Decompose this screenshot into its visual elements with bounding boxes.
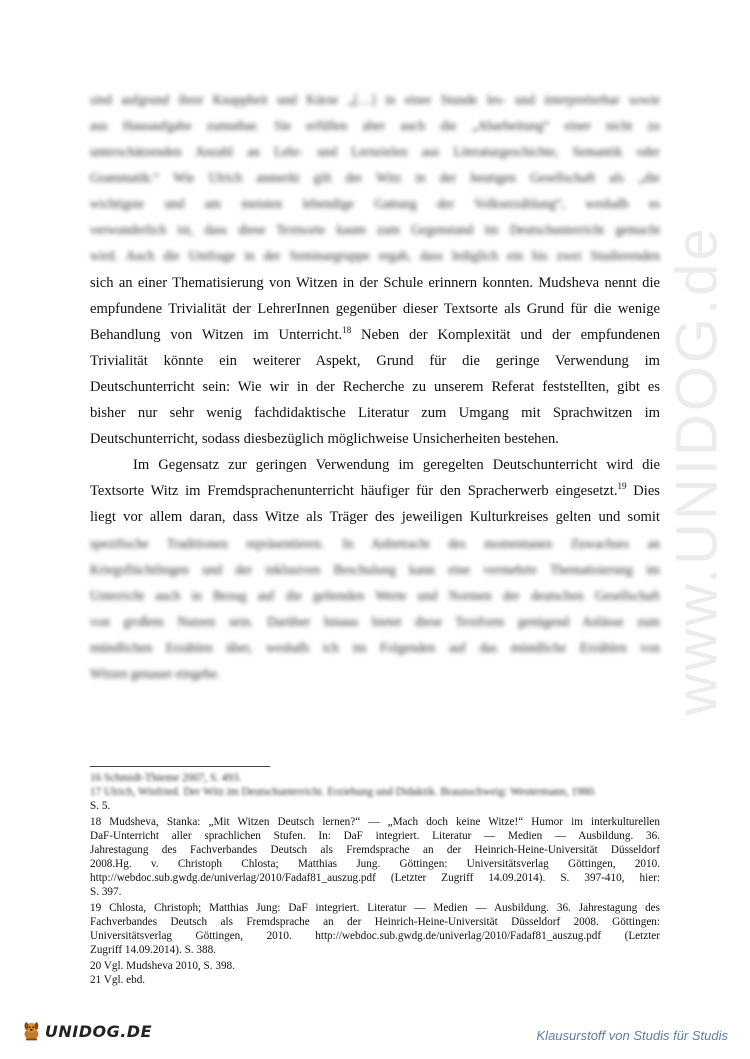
blurred-line: unterschätzenden Anzahl an Lehr- und Lernzielen aus Literaturgeschichte, Semantik oder (90, 144, 660, 159)
text-line: liegt vor allem daran, dass Witze als Träger des jeweiligen Kulturkreises gelten und somit (90, 509, 660, 525)
footnote-ref-18: 18 (342, 325, 352, 336)
dog-icon (22, 1014, 41, 1048)
text-line: Im Gegensatz zur geringen Verwendung im geregelten Deutschunterricht wird die (133, 457, 660, 473)
footnote-17: 17 Ulrich, Winfried. Der Witz im Deutschunterricht. Erziehung und Didaktik. Braunschweig: Westermann, 1980. (90, 786, 597, 798)
text-line: bisher nur sehr wenig fachdidaktische Literatur zum Umgang mit Sprachwitzen im (90, 405, 660, 421)
blurred-line: verwunderlich ist, dass diese Textsorte kaum zum Gegenstand im Deutschunterricht gemacht (90, 222, 660, 237)
blurred-line: mündlichen Erzählen über, weshalb ich im Folgenden auf das mündliche Erzählen von (90, 640, 660, 655)
footnote-16: 16 Schmidt-Thieme 2007, S. 493. (90, 772, 242, 784)
footnote-17-end: S. 5. (90, 800, 111, 812)
footnote-18-line: S. 397. (90, 886, 122, 898)
blurred-line: aus Hausaufgabe zumutbar. Sie erfüllen aber auch die „Abarbeitung“ einer nicht zu (90, 118, 660, 133)
text-line: Deutschunterricht, sodass diesbezüglich möglichweise Unsicherheiten bestehen. (90, 431, 559, 447)
blurred-line: Kriegsflüchtlingen und der inklusiven Beschulung kann eine vermehrte Thematisierung im (90, 562, 660, 577)
watermark-text: www.UNIDOG.de (664, 224, 730, 716)
text-span: Behandlung von Witzen im Unterricht. (90, 327, 343, 343)
footnote-19-line: Fachverbandes Deutsch als Fremdsprache an der Heinrich-Heine-Universität Düsseldorf 2008. Göttingen: (90, 916, 660, 928)
footnote-18-line: 18 Mudsheva, Stanka: „Mit Witzen Deutsch lernen?“ — „Mach doch keine Witze!“ Humor im interkulturellen (90, 816, 660, 828)
logo-text: UNIDOG.DE (44, 1021, 152, 1041)
footnote-18-line: http://webdoc.sub.gwdg.de/univerlag/2010/Fadaf81_auszug.pdf (Letzter Zugriff 14.09.2014). S. 397-410, hier: (90, 872, 660, 884)
text-line: Deutschunterricht sein: Wie wir in der Recherche zu unserem Referat feststellten, gibt es (90, 379, 660, 395)
blurred-line: Grammatik.“ Wie Ulrich anmerkt gilt der Witz in der heutigen Gesellschaft als „die (90, 170, 660, 185)
blurred-line: von großem Nutzen sein. Darüber hinaus bietet diese Textform genügend Anlässe zum (90, 614, 660, 629)
blurred-line: spezifische Traditionen repräsentieren. In Anbetracht des momentanen Zuwachses an (90, 536, 660, 551)
footnote-divider (90, 766, 270, 767)
blurred-line: Witzen genauer eingehe. (90, 666, 221, 681)
text-line: Trivialität könnte ein weiterer Aspekt, Grund für die geringe Verwendung im (90, 353, 660, 369)
text-span: Dies (626, 483, 660, 499)
footnote-21: 21 Vgl. ebd. (90, 974, 146, 986)
text-line: empfundene Trivialität der LehrerInnen gegenüber dieser Textsorte als Grund für die wenige (90, 301, 660, 317)
footnote-18-line: 2008.Hg. v. Christoph Chlosta; Matthias Jung. Göttingen: Universitätsverlag Göttingen, 2010. (90, 858, 660, 870)
footnote-18-line: DaF-Unterricht aller sprachlichen Stufen. In: DaF integriert. Literatur — Medien — Ausbildung. 36. (90, 830, 660, 842)
unidog-logo[interactable] (22, 1012, 152, 1050)
blurred-line: wichtigste und am meisten lebendige Gattung der Volkserzählung“, weshalb es (90, 196, 660, 211)
footnote-19-line: Zugriff 14.09.2014). S. 388. (90, 944, 216, 956)
text-span: Neben der Komplexität und der empfundenen (351, 327, 660, 343)
footnote-ref-19: 19 (617, 481, 627, 492)
text-span: Textsorte Witz im Fremdsprachenunterricht häufiger für den Spracherwerb eingesetzt. (90, 483, 618, 499)
text-line (90, 480, 660, 502)
watermark (652, 205, 742, 735)
footnote-19-line: 19 Chlosta, Christoph; Matthias Jung: DaF integriert. Literatur — Medien — Ausbildung. 36. Jahrestagung des (90, 902, 660, 914)
blurred-line: wird. Auch die Umfrage in der Seminargruppe ergab, dass lediglich ein bis zwei Studierenden (90, 248, 660, 263)
blurred-line: Unterricht auch in Bezug auf die geltenden Werte und Normen der deutschen Gesellschaft (90, 588, 660, 603)
footnote-20: 20 Vgl. Mudsheva 2010, S. 398. (90, 960, 235, 972)
text-line: sich an einer Thematisierung von Witzen in der Schule erinnern konnten. Mudsheva nennt die (90, 275, 660, 291)
footnote-18-line: Jahrestagung des Fachverbandes Deutsch als Fremdsprache an der Heinrich-Heine-Universität Düsseldorf (90, 844, 660, 856)
text-line (90, 324, 660, 346)
footer-tagline: Klausurstoff von Studis für Studis (536, 1028, 728, 1043)
blurred-line: sind aufgrund ihrer Knappheit und Kürze „[…] in einer Stunde les- und interpretierbar sowie (90, 92, 660, 107)
footnote-19-line: Universitätsverlag Göttingen, 2010. http://webdoc.sub.gwdg.de/univerlag/2010/Fadaf81_auszug.pdf (Letzter (90, 930, 660, 942)
